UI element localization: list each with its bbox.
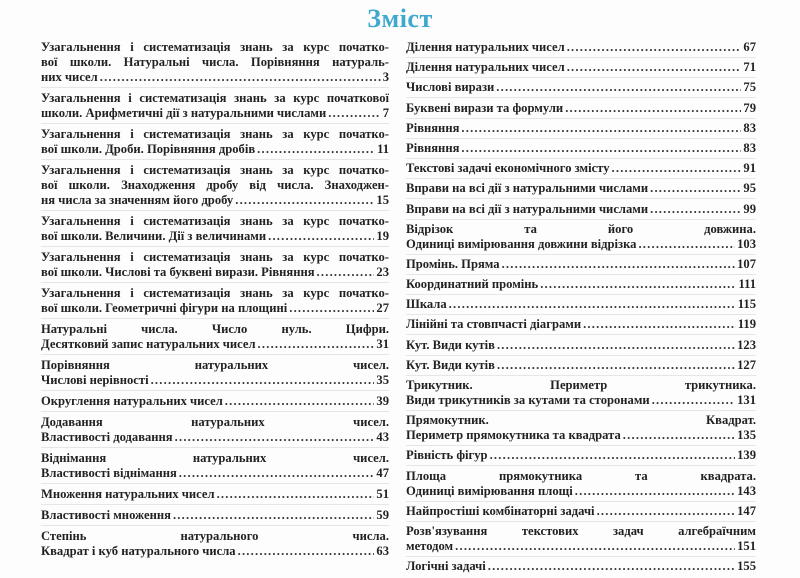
toc-entry[interactable] (406, 317, 756, 335)
toc-entry-last-line (41, 487, 389, 502)
toc-page-number: 119 (737, 317, 756, 332)
dot-leader (623, 428, 735, 443)
toc-entry-title-line: Промінь. Пряма (406, 256, 500, 271)
toc-entry[interactable] (41, 415, 389, 448)
toc-entry-last-line (41, 337, 389, 352)
toc-entry[interactable] (406, 358, 756, 376)
toc-entry-title-line: Лінійні та стовпчасті діаграми (406, 317, 582, 332)
toc-entry[interactable] (406, 297, 756, 315)
toc-entry[interactable] (406, 101, 756, 119)
dot-leader (488, 559, 735, 574)
dot-leader (540, 277, 736, 292)
toc-entry[interactable] (406, 202, 756, 220)
toc-entry-last-line (406, 428, 756, 443)
toc-page-number: 79 (743, 100, 756, 115)
toc-entry-title-line: Рівняння (406, 120, 460, 135)
toc-entry-last-line (41, 394, 389, 409)
toc-entry-title-line: Вправи на всі дії з натуральними числами (406, 201, 649, 216)
toc-entry-last-line (406, 202, 756, 217)
toc-entry-title-line: Округлення натуральних чисел (41, 394, 223, 408)
toc-page-number: 91 (743, 161, 756, 176)
toc-entry-last-line (406, 559, 756, 574)
toc-entry-last-line (41, 301, 389, 316)
toc-page-number: 95 (743, 181, 756, 196)
toc-entry-title-line: Кут. Види кутів (406, 357, 495, 372)
toc-entry-last-line (406, 237, 756, 252)
toc-page-number: 155 (737, 559, 756, 574)
toc-entry-last-line (406, 393, 756, 408)
toc-entry-title-line: Множення натуральних чисел (41, 487, 215, 501)
toc-page-number: 19 (376, 229, 389, 243)
toc-entry-last-line (406, 338, 756, 353)
dot-leader (461, 121, 741, 136)
toc-entry-last-line (406, 60, 756, 75)
toc-entry-title-line: Площа прямокутника та квадрата. (406, 468, 756, 483)
toc-entry[interactable] (41, 508, 389, 526)
toc-entry[interactable] (406, 559, 756, 576)
toc-entry[interactable] (406, 338, 756, 356)
toc-entry-title-line: вої школи. Числові та буквені вирази. Рівняння (41, 265, 315, 279)
dot-leader (449, 297, 736, 312)
toc-entry-last-line (41, 430, 389, 445)
toc-entry[interactable] (406, 60, 756, 78)
toc-page-number: 107 (737, 256, 756, 271)
toc-entry-title-line: Периметр прямокутника та квадрата (406, 428, 621, 443)
toc-page-number: 127 (737, 357, 756, 372)
toc-entry[interactable] (406, 141, 756, 159)
toc-entry-title-line: Числові нерівності (41, 373, 149, 387)
dot-leader (502, 257, 736, 272)
toc-entry-title-line: Кут. Види кутів (406, 337, 495, 352)
toc-entry[interactable] (406, 257, 756, 275)
dot-leader (217, 487, 375, 502)
toc-entry[interactable] (406, 469, 756, 502)
toc-entry[interactable] (41, 286, 389, 319)
dot-leader (461, 141, 741, 156)
toc-entry-title-line: Текстові задачі економічного змісту (406, 161, 610, 176)
toc-entry-title-line: Координатний промінь (406, 277, 539, 292)
toc-entry[interactable] (406, 277, 756, 295)
toc-page-number: 59 (376, 508, 389, 522)
toc-entry-title-line: Рівняння (406, 140, 460, 155)
toc-entry-last-line (41, 142, 389, 157)
toc-entry[interactable] (406, 524, 756, 557)
dot-leader (497, 358, 735, 373)
toc-entry[interactable] (41, 322, 389, 355)
toc-entry-title-line: Натуральні числа. Число нуль. Цифри. (41, 322, 389, 336)
toc-entry-last-line (41, 106, 389, 121)
toc-entry-last-line (406, 121, 756, 136)
dot-leader (238, 544, 375, 559)
toc-entry[interactable] (41, 214, 389, 247)
toc-entry[interactable] (406, 448, 756, 466)
dot-leader (268, 229, 374, 244)
toc-entry-last-line (406, 297, 756, 312)
toc-entry[interactable] (406, 40, 756, 58)
toc-page-number: 151 (737, 538, 756, 553)
toc-page-number: 99 (743, 201, 756, 216)
toc-page-number: 143 (737, 483, 756, 498)
toc-entry-title-line: Одиниці вимірювання довжини відрізка (406, 236, 637, 251)
toc-entry-last-line (406, 277, 756, 292)
dot-leader (225, 394, 375, 409)
toc-page-number: 47 (376, 466, 389, 480)
toc-page-number: 43 (376, 430, 389, 444)
toc-entry-title-line: Одиниці вимірювання площі (406, 483, 573, 498)
toc-entry-title-line: Узагальнення і систематизація знань за курс початко- (41, 127, 389, 141)
toc-page-number: 27 (376, 301, 389, 315)
toc-page-number: 115 (737, 297, 756, 312)
toc-entry-title-line: Ділення натуральних чисел (406, 60, 565, 75)
toc-entry-title-line: Вправи на всі дії з натуральними числами (406, 181, 649, 196)
dot-leader (565, 101, 741, 116)
toc-entry-title-line: Віднімання натуральних чисел. (41, 451, 389, 465)
toc-entry-last-line (406, 101, 756, 116)
dot-leader (652, 393, 735, 408)
toc-left-column (41, 40, 389, 564)
toc-entry-title-line: Властивості додавання (41, 430, 173, 444)
toc-entry-last-line (41, 193, 389, 208)
toc-entry-title-line: Трикутник. Периметр трикутника. (406, 378, 756, 392)
toc-entry-last-line (406, 539, 756, 554)
toc-entry-last-line (41, 508, 389, 523)
toc-entry-last-line (406, 161, 756, 176)
toc-entry[interactable] (41, 451, 389, 484)
toc-entry-title-line: Десятковий запис натуральних чисел (41, 337, 256, 351)
toc-page-number: 7 (382, 106, 389, 120)
toc-page-number: 123 (737, 337, 756, 352)
toc-entry-title-line: вої школи. Знаходження дробу від числа. Знаходжен- (41, 178, 389, 192)
toc-page-number: 39 (376, 394, 389, 408)
toc-page-number: 131 (737, 393, 756, 407)
dot-leader (151, 373, 375, 388)
toc-entry-title-line: Додавання натуральних чисел. (41, 415, 389, 429)
dot-leader (575, 484, 735, 499)
toc-entry-title-line: них чисел (41, 70, 98, 84)
toc-entry-title-line: Квадрат і куб натурального числа (41, 544, 236, 558)
toc-entry-last-line (41, 466, 389, 481)
toc-entry-title-line: Найпростіші комбінаторні задачі (406, 503, 595, 518)
dot-leader (612, 161, 742, 176)
toc-entry-title-line: Узагальнення і систематизація знань за курс початкової (41, 91, 389, 105)
toc-entry-title-line: методом (406, 538, 454, 553)
toc-entry-title-line: Узагальнення і систематизація знань за курс початко- (41, 286, 389, 300)
toc-page-number: 23 (376, 265, 389, 279)
toc-page-number: 75 (743, 80, 756, 95)
dot-leader (567, 60, 742, 75)
toc-page-number: 103 (737, 236, 756, 251)
toc-entry[interactable] (406, 161, 756, 179)
page-title: Зміст (367, 4, 433, 33)
toc-entry-last-line (406, 448, 756, 463)
toc-page-number: 71 (743, 60, 756, 75)
toc-entry[interactable] (406, 413, 756, 446)
toc-entry-title-line: Властивості віднімання (41, 466, 177, 480)
dot-leader (173, 508, 374, 523)
toc-entry-title-line: Узагальнення і систематизація знань за курс початко- (41, 214, 389, 228)
toc-entry[interactable] (406, 222, 756, 255)
toc-entry-title-line: Порівняння натуральних чисел. (41, 358, 389, 372)
toc-page-number: 67 (743, 40, 756, 54)
toc-entry-last-line (406, 504, 756, 519)
toc-entry-title-line: Рівність фігур (406, 448, 488, 463)
toc-entry[interactable] (406, 378, 756, 411)
toc-entry[interactable] (41, 529, 389, 561)
dot-leader (317, 265, 375, 280)
toc-page-number: 3 (382, 70, 389, 84)
toc-entry-title-line: ня числа за значенням його дробу (41, 193, 234, 207)
toc-page-number: 83 (743, 140, 756, 155)
toc-entry[interactable] (41, 40, 389, 88)
toc-entry[interactable] (406, 181, 756, 199)
toc-entry-title-line: Логічні задачі (406, 559, 486, 574)
toc-entry-title-line: Відрізок та його довжина. (406, 221, 756, 236)
toc-entry-title-line: Узагальнення і систематизація знань за курс початко- (41, 163, 389, 177)
toc-page-number: 11 (377, 142, 389, 156)
dot-leader (638, 237, 735, 252)
toc-page-number: 35 (376, 373, 389, 387)
toc-entry[interactable] (406, 504, 756, 522)
toc-entry-title-line: школи. Арифметичні дії з натуральними числами (41, 106, 327, 120)
toc-entry-title-line: вої школи. Величини. Дії з величинами (41, 229, 267, 243)
toc-entry-last-line (406, 141, 756, 156)
toc-entry[interactable] (41, 91, 389, 124)
toc-page-number: 15 (376, 193, 389, 207)
toc-entry-title-line: Узагальнення і систематизація знань за курс початко- (41, 250, 389, 264)
toc-page-number: 135 (737, 428, 756, 443)
dot-leader (455, 539, 735, 554)
toc-entry-last-line (406, 181, 756, 196)
dot-leader (583, 317, 736, 332)
dot-leader (175, 430, 375, 445)
toc-entry-title-line: Числові вирази (406, 80, 495, 95)
toc-entry-title-line: вої школи. Натуральні числа. Порівняння натураль- (41, 55, 389, 69)
dot-leader (650, 202, 741, 217)
dot-leader (235, 193, 374, 208)
dot-leader (567, 40, 742, 55)
toc-entry-last-line (406, 257, 756, 272)
toc-entry-last-line (406, 358, 756, 373)
toc-entry-last-line (41, 373, 389, 388)
toc-entry[interactable] (406, 121, 756, 139)
toc-entry-title-line: Властивості множення (41, 508, 171, 522)
toc-entry-title-line: вої школи. Геометричні фігури на площині (41, 301, 288, 315)
toc-entry-title-line: Ділення натуральних чисел (406, 40, 565, 54)
dot-leader (289, 301, 374, 316)
toc-entry-last-line (41, 229, 389, 244)
toc-entry-title-line: Прямокутник. Квадрат. (406, 413, 756, 428)
toc-entry-title-line: Види трикутників за кутами та сторонами (406, 393, 650, 407)
toc-page-number: 111 (738, 277, 756, 292)
toc-page-number: 51 (376, 487, 389, 501)
toc-entry[interactable] (41, 487, 389, 505)
toc-entry-title-line: Розв'язування текстових задач алгебраїчним (406, 523, 756, 538)
dot-leader (258, 337, 375, 352)
dot-leader (496, 80, 741, 95)
toc-entry[interactable] (41, 394, 389, 412)
toc-entry-title-line: Шкала (406, 297, 447, 312)
dot-leader (650, 181, 741, 196)
toc-entry-last-line (406, 317, 756, 332)
toc-entry[interactable] (41, 127, 389, 160)
toc-entry[interactable] (41, 163, 389, 211)
toc-entry-title-line: Узагальнення і систематизація знань за курс початко- (41, 40, 389, 54)
toc-entry[interactable] (41, 358, 389, 391)
dot-leader (328, 106, 380, 121)
toc-right-column (406, 40, 756, 578)
toc-entry-last-line (406, 80, 756, 95)
dot-leader (179, 466, 375, 481)
toc-entry-title-line: вої школи. Дроби. Порівняння дробів (41, 142, 256, 156)
dot-leader (257, 142, 375, 157)
toc-entry-title-line: Буквені вирази та формули (406, 100, 564, 115)
toc-entry[interactable] (406, 80, 756, 98)
toc-entry-last-line (41, 544, 389, 559)
toc-page-number: 63 (376, 544, 389, 558)
dot-leader (597, 504, 736, 519)
toc-page-number: 83 (743, 120, 756, 135)
dot-leader (490, 448, 736, 463)
dot-leader (497, 338, 735, 353)
toc-page-number: 147 (737, 503, 756, 518)
toc-page-number: 139 (737, 448, 756, 463)
toc-entry-last-line (406, 484, 756, 499)
toc-entry-last-line (41, 70, 389, 85)
toc-entry-title-line: Степінь натурального числа. (41, 529, 389, 543)
dot-leader (100, 70, 381, 85)
toc-page-number: 31 (376, 337, 389, 351)
toc-entry-last-line (41, 265, 389, 280)
toc-entry-last-line (406, 40, 756, 55)
toc-entry[interactable] (41, 250, 389, 283)
